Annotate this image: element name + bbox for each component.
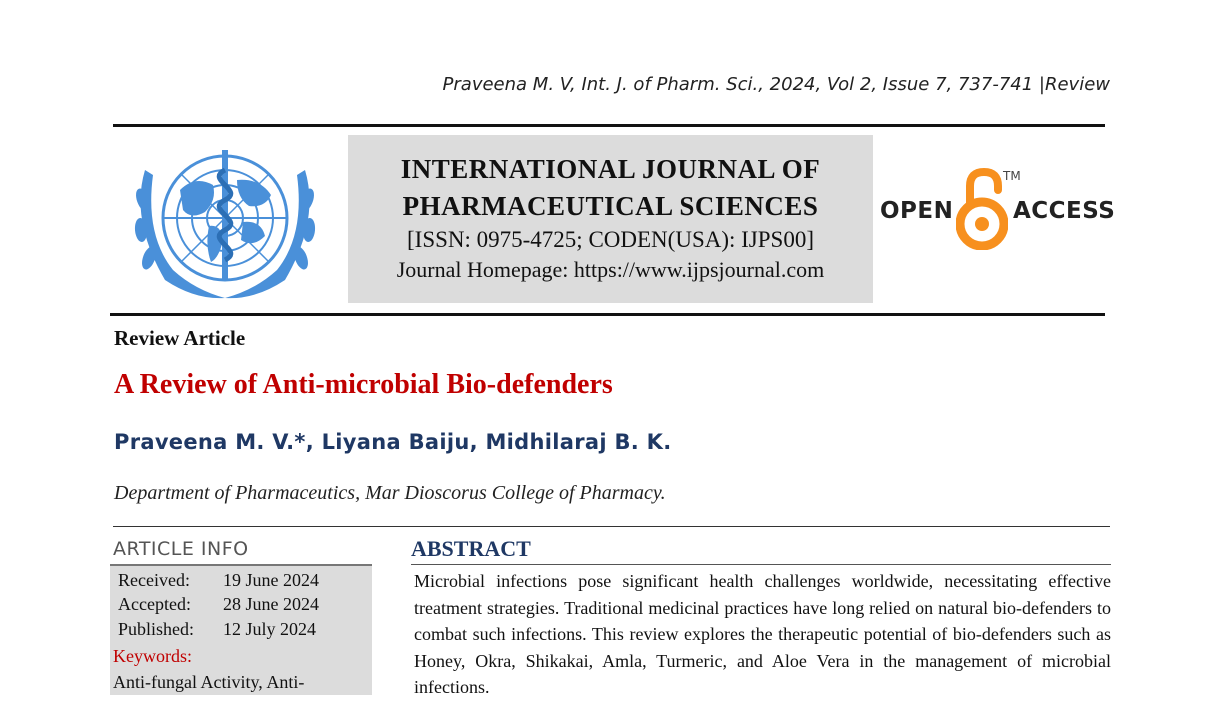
citation-header: Praveena M. V, Int. J. of Pharm. Sci., 2024, Vol 2, Issue 7, 737-741 |Review: [442, 74, 1110, 95]
accepted-label: Accepted:: [118, 594, 191, 614]
received-row: [118, 570, 319, 591]
accepted-date: 28 June 2024: [223, 594, 319, 614]
article-info-heading: ARTICLE INFO: [113, 538, 249, 560]
accepted-row: [118, 594, 319, 615]
journal-homepage[interactable]: Journal Homepage: https://www.ijpsjournal.com: [396, 257, 825, 282]
header-bottom-rule: [110, 313, 1105, 316]
published-row: [118, 619, 316, 640]
open-lock-icon: [956, 168, 1008, 250]
open-access-access-word: ACCESS: [1013, 198, 1116, 224]
keywords-text: Anti-fungal Activity, Anti-: [113, 672, 305, 692]
journal-title-line1: INTERNATIONAL JOURNAL OF: [400, 154, 821, 184]
article-type: Review Article: [114, 326, 246, 350]
journal-title-line2: PHARMACEUTICAL SCIENCES: [402, 191, 819, 221]
published-label: Published:: [118, 619, 195, 639]
abstract-rule: [411, 564, 1111, 565]
journal-issn: [ISSN: 0975-4725; CODEN(USA): IJPS00]: [407, 227, 814, 252]
header-top-rule: [113, 124, 1105, 127]
abstract-text: Microbial infections pose significant health challenges worldwide, necessitating effective treatment strategies. Traditional medicinal practices have long relied on natural bio-defenders to combat such infections. This review explores the therapeutic potential of bio-defenders such as Honey, Okra, Shikakai, Amla, Turmeric, and Aloe Vera in the management of microbial infections.: [414, 571, 1111, 697]
affiliation: Department of Pharmaceutics, Mar Dioscorus College of Pharmacy.: [114, 482, 666, 504]
article-info-box: [110, 566, 372, 695]
received-date: 19 June 2024: [223, 570, 319, 590]
journal-emblem-logo: [125, 140, 325, 305]
paper-title: A Review of Anti-microbial Bio-defenders: [114, 369, 613, 400]
open-access-logo: [880, 168, 1116, 253]
author-list: Praveena M. V.*, Liyana Baiju, Midhilaraj B. K.: [114, 430, 672, 454]
published-date: 12 July 2024: [223, 619, 317, 639]
abstract-heading: ABSTRACT: [411, 536, 531, 561]
section-divider: [113, 526, 1110, 527]
received-label: Received:: [118, 570, 190, 590]
keywords-label: Keywords:: [113, 646, 192, 666]
trademark-symbol: TM: [1003, 169, 1021, 183]
journal-title-box: [348, 135, 873, 303]
open-access-open-word: OPEN: [880, 198, 954, 224]
